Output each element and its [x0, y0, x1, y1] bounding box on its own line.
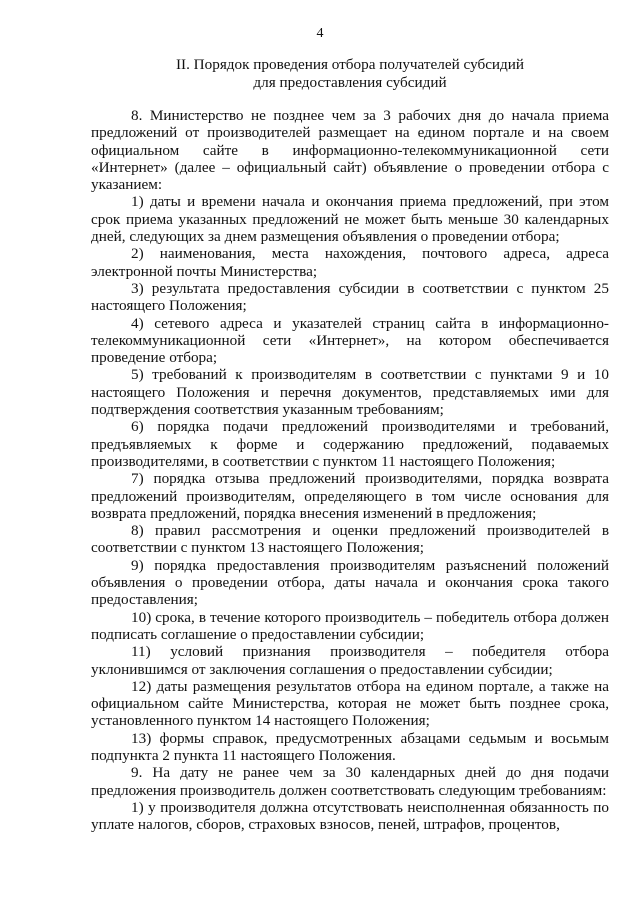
- document-body: [91, 107, 609, 833]
- list-item-5: 5) требований к производителям в соответствии с пунктами 9 и 10 настоящего Положения и перечня документов, представляемых ими для подтверждения соответствия указанным требованиям;: [91, 366, 609, 419]
- list-item-7: 7) порядка отзыва предложений производителями, порядка возврата предложений производителям, определяющего в том числе основания для возврата предложений, порядка внесения изменений в предложения;: [91, 470, 609, 522]
- requirement-item-1: 1) у производителя должна отсутствовать неисполненная обязанность по уплате налогов, сборов, страховых взносов, пеней, штрафов, процентов,: [91, 798, 609, 834]
- list-item-4: 4) сетевого адреса и указателей страниц сайта в информационно-телекоммуникационной сети «Интернет», на котором обеспечивается проведение отбора;: [91, 314, 609, 367]
- list-item-11: 11) условий признания производителя – победителя отбора уклонившимся от заключения соглашения о предоставлении субсидии;: [91, 643, 609, 678]
- list-item-1: 1) даты и времени начала и окончания приема предложений, при этом срок приема указанных предложений не может быть меньше 30 календарных дней, следующих за днем размещения объявления о проведении отбора;: [91, 193, 609, 246]
- list-item-12: 12) даты размещения результатов отбора на едином портале, а также на официальном сайте Министерства, которая не может быть позднее срока, установленного пунктом 14 настоящего Положения;: [91, 677, 609, 730]
- list-item-13: 13) формы справок, предусмотренных абзацами седьмым и восьмым подпункта 2 пункта 11 настоящего Положения.: [91, 729, 609, 764]
- list-item-10: 10) срока, в течение которого производитель – победитель отбора должен подписать соглашение о предоставлении субсидии;: [91, 608, 609, 643]
- section-title-line-2: для предоставления субсидий: [253, 74, 447, 91]
- section-title-line-1: II. Порядок проведения отбора получателей субсидий: [175, 56, 525, 73]
- paragraph-9-intro: 9. На дату не ранее чем за 30 календарных дней до дня подачи предложения производитель должен соответствовать следующим требованиям:: [91, 764, 609, 799]
- list-item-3: 3) результата предоставления субсидии в соответствии с пунктом 25 настоящего Положения;: [91, 279, 609, 315]
- list-item-6: 6) порядка подачи предложений производителями и требований, предъявляемых к форме и содержанию предложений, подаваемых производителями, в соответствии с пунктом 11 настоящего Положения;: [91, 418, 609, 470]
- paragraph-8-intro: 8. Министерство не позднее чем за 3 рабочих дня до начала приема предложений от производителей размещает на едином портале и на своем официальном сайте в информационно-телекоммуникационной сети «Интернет» (далее – официальный сайт) объявление о проведении отбора с указанием:: [91, 107, 609, 194]
- page-number: 4: [316, 26, 324, 41]
- section-title: [90, 56, 610, 92]
- list-item-8: 8) правил рассмотрения и оценки предложений производителей в соответствии с пунктом 13 настоящего Положения;: [91, 522, 609, 557]
- list-item-9: 9) порядка предоставления производителям разъяснений положений объявления о проведении отбора, даты начала и окончания срока такого предоставления;: [91, 556, 609, 609]
- list-item-2: 2) наименования, места нахождения, почтового адреса, адреса электронной почты Министерства;: [91, 245, 609, 280]
